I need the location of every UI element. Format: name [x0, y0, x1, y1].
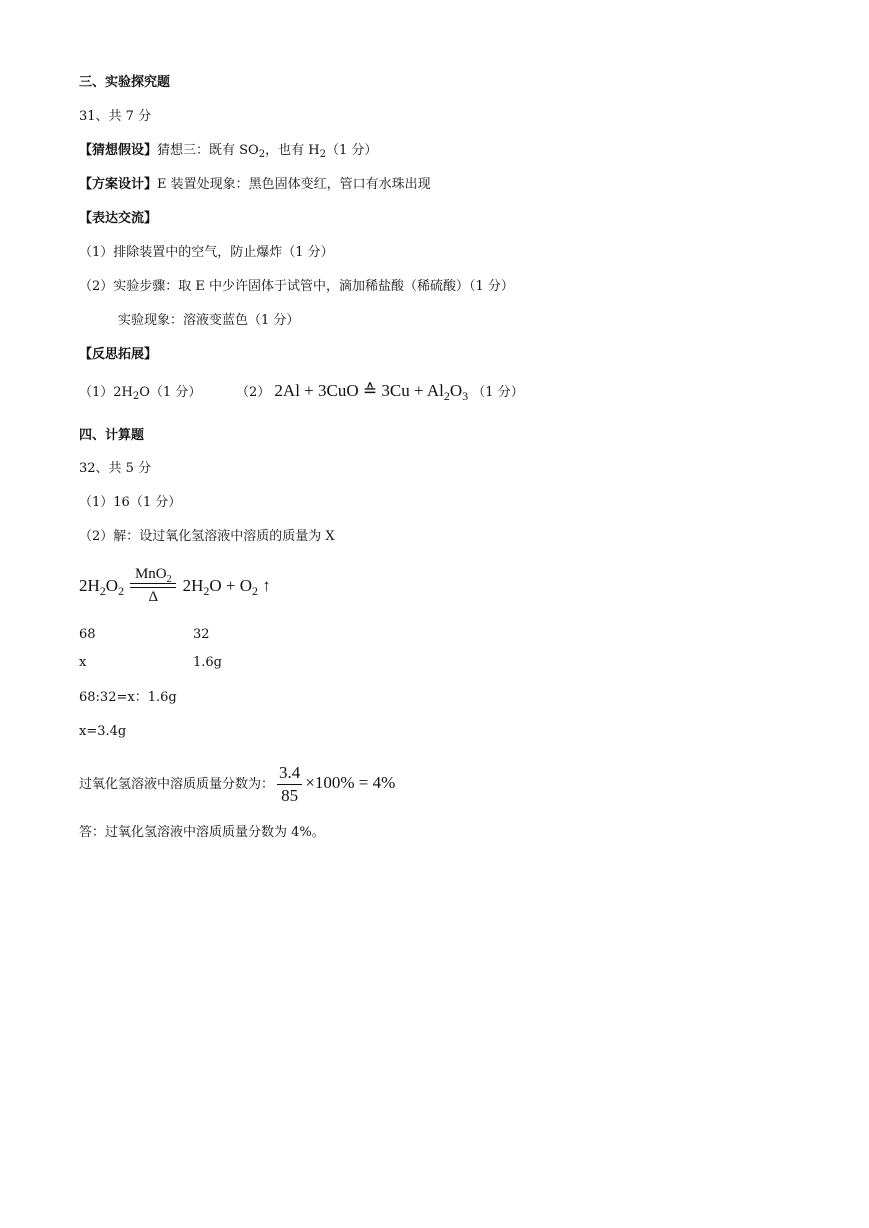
fraction-denominator: 85	[281, 785, 299, 805]
heat-symbol: Δ	[148, 588, 159, 605]
decomposition-equation: $2H_2O_2$ MnO$_2$ Δ $2H_2O + O_2$ ↑	[79, 565, 271, 605]
mass-fraction-line	[79, 762, 395, 806]
hypothesis-line	[79, 142, 377, 160]
final-answer: 答：过氧化氢溶液中溶质质量分数为 4%。	[79, 825, 325, 840]
question-32-part-2: （2）解：设过氧化氢溶液中溶质的质量为 X	[79, 529, 335, 544]
ratio-left-1: 68	[79, 627, 96, 642]
proportion-line: 68:32=x：1.6g	[79, 690, 177, 705]
hypothesis-text: 猜想三：既有 SO	[157, 143, 259, 158]
hypothesis-sub-2: 2	[319, 149, 326, 160]
question-31-header: 31、共 7 分	[79, 109, 152, 124]
gas-arrow-up-icon: ↑	[262, 576, 271, 595]
reflect-item-2-score: （1 分）	[472, 385, 524, 400]
hypothesis-tag: 【猜想假设】	[79, 143, 158, 158]
question-32-part-1: （1）16（1 分）	[79, 495, 182, 510]
ratio-left-2: x	[79, 655, 87, 670]
reflect-item-2-label: （2）	[236, 385, 271, 400]
design-line	[79, 176, 431, 194]
catalyst-label: MnO$_2$	[134, 565, 172, 585]
express-tag: 【表达交流】	[79, 211, 158, 226]
express-item-3: 实验现象：溶液变蓝色（1 分）	[118, 313, 300, 328]
reflect-item-2	[236, 382, 524, 402]
hypothesis-text-2: ，也有 H	[265, 143, 320, 158]
design-text: E 装置处现象：黑色固体变红，管口有水珠出现	[157, 177, 431, 192]
mass-fraction-formula: $\frac{3.4}{85}$ ×100% = 4%	[279, 762, 396, 805]
section-4-title: 四、计算题	[79, 428, 145, 443]
reflect-line	[79, 384, 201, 402]
ratio-right-2: 1.6g	[193, 655, 222, 670]
ratio-right-1: 32	[193, 627, 210, 642]
mass-fraction-label: 过氧化氢溶液中溶质质量分数为：	[79, 777, 275, 792]
reflect-tag: 【反思拓展】	[79, 347, 158, 362]
heating-equals-sign: ≙	[362, 381, 378, 400]
express-item-2: （2）实验步骤：取 E 中少许固体于试管中，滴加稀盐酸（稀硫酸）（1 分）	[79, 279, 514, 294]
design-tag: 【方案设计】	[79, 177, 158, 192]
question-32-header: 32、共 5 分	[79, 461, 152, 476]
hypothesis-score: （1 分）	[325, 143, 378, 158]
hypothesis-sub-1: 2	[258, 149, 266, 160]
reaction-condition-arrow	[130, 565, 176, 606]
express-item-1: （1）排除装置中的空气，防止爆炸（1 分）	[79, 245, 334, 260]
reflect-item-1: $(1)2H_2O(1$ 分）	[79, 385, 202, 402]
thermite-equation: 2Al + 3CuO ≙ $3Cu + Al_2O_3$	[274, 381, 469, 403]
fraction-numerator: 3.4	[277, 763, 302, 785]
result-line: x=3.4g	[79, 724, 127, 739]
section-3-title: 三、实验探究题	[79, 75, 171, 90]
